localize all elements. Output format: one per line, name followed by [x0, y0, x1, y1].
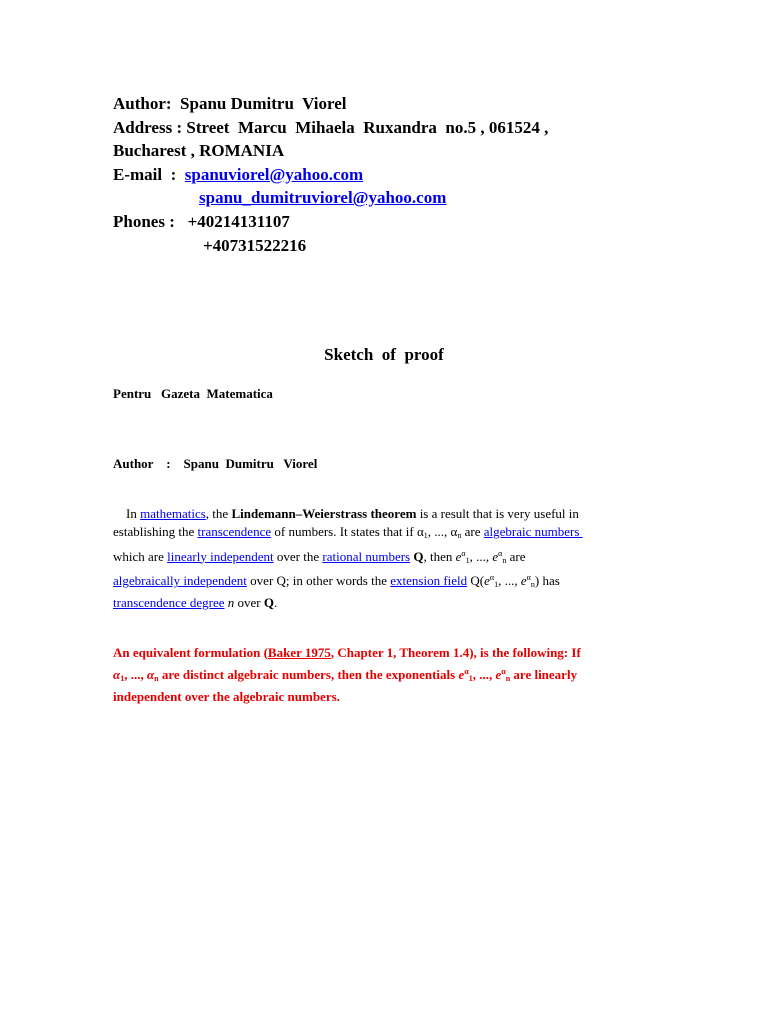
author-contact-block	[113, 92, 548, 257]
red-line-1	[113, 644, 673, 663]
superscript: α	[464, 666, 469, 676]
text-span: , ...,	[498, 573, 521, 589]
email-row-secondary	[113, 186, 548, 210]
subscript: 1	[120, 673, 125, 683]
link-linearly-independent[interactable]: linearly independent	[167, 548, 274, 564]
phones-row-secondary	[113, 234, 548, 258]
text-span: are	[506, 548, 526, 564]
text-span: are distinct algebraic numbers, then the exponentials	[158, 666, 459, 682]
email-row	[113, 163, 548, 187]
link-algebraic-numbers[interactable]: algebraic numbers	[483, 523, 583, 539]
red-line-2: $\alpha_1$, ..., $\alpha_n$ are distinct algebraic numbers, then the exponentials $e^\alpha_1$, ..., $e^\alpha_n$ are linearly	[113, 666, 578, 683]
link-transcendence-degree[interactable]: transcendence degree	[113, 595, 225, 611]
author-line: Author : Spanu Dumitru Viorel	[113, 456, 318, 471]
text-span: which are	[113, 548, 168, 564]
italic-n: n	[227, 595, 235, 611]
subscript: 1	[465, 555, 470, 565]
text-span: are	[461, 523, 484, 539]
text-span: In	[113, 506, 141, 521]
text-span: is a result that is very useful in	[416, 506, 579, 521]
text-span: , Chapter 1, Theorem 1.4), is the following: If	[330, 645, 581, 660]
superscript: α	[501, 666, 506, 676]
link-rational-numbers[interactable]: rational numbers	[322, 548, 411, 564]
subscript: n	[457, 530, 462, 540]
link-algebraically-independent[interactable]: algebraically independent	[113, 573, 247, 589]
paragraph-line-3	[113, 545, 673, 570]
phone-number-1: +40214131107	[187, 211, 290, 231]
italic-e: e	[458, 666, 465, 682]
subscript: n	[502, 555, 507, 565]
paragraph-line-2	[113, 523, 673, 545]
text-span: , ..., α	[427, 523, 458, 539]
text-span: , ...,	[469, 548, 493, 564]
text-span: , ...,	[472, 666, 496, 682]
bold-q: Q	[410, 548, 424, 564]
text-span: over Q; in other words the	[246, 573, 391, 589]
superscript: α	[498, 548, 503, 558]
link-baker-1975[interactable]: Baker 1975	[267, 645, 331, 660]
phones-label: Phones :	[113, 211, 188, 231]
paragraph-line-1	[113, 505, 673, 523]
email-link-primary[interactable]: spanuviorel@yahoo.com	[184, 164, 364, 184]
superscript: α	[461, 548, 466, 558]
phones-row	[113, 210, 548, 234]
theorem-name: Lindemann–Weierstrass theorem	[231, 506, 417, 521]
text-span: , then	[423, 548, 456, 564]
text-span: .	[274, 595, 278, 611]
text-span: are linearly	[510, 666, 578, 682]
subscript: 1	[423, 530, 428, 540]
subscript: 1	[494, 580, 499, 590]
subscript: n	[530, 580, 535, 590]
text-span: Q(	[467, 573, 485, 589]
author-name-line: Author: Spanu Dumitru Viorel	[113, 94, 347, 113]
paragraph-line-5	[113, 594, 673, 612]
publication-line: Pentru Gazeta Matematica	[113, 386, 273, 401]
red-line-3: independent over the algebraic numbers.	[113, 689, 340, 704]
superscript: α	[526, 573, 531, 583]
italic-e: e	[520, 573, 527, 589]
italic-e: e	[455, 548, 462, 564]
italic-e: e	[484, 573, 490, 589]
italic-e: e	[495, 666, 502, 682]
city-line: Bucharest , ROMANIA	[113, 141, 285, 161]
sketch-title: Sketch of proof	[324, 345, 444, 364]
bold-q: Q	[263, 595, 274, 611]
superscript: α	[489, 573, 495, 583]
text-span: over the	[273, 548, 323, 564]
paragraph-line-4	[113, 569, 673, 594]
phone-number-2: +40731522216	[203, 235, 307, 255]
text-span: ) has	[534, 573, 560, 589]
email-label: E-mail :	[113, 164, 185, 184]
text-span: An equivalent formulation (	[113, 645, 268, 660]
text-span: , the	[205, 506, 232, 521]
link-extension-field[interactable]: extension field	[390, 573, 468, 589]
equivalent-formulation-paragraph	[113, 644, 673, 707]
email-link-secondary[interactable]: spanu_dumitruviorel@yahoo.com	[199, 188, 447, 208]
italic-e: e	[492, 548, 499, 564]
text-span: over	[234, 595, 264, 611]
subscript: n	[505, 673, 511, 683]
text-span: , ...,	[124, 666, 147, 682]
subscript: n	[154, 673, 159, 683]
text-span: of numbers. It states that if α	[271, 523, 424, 539]
text-span: establishing the	[113, 523, 198, 539]
address-line: Address : Street Marcu Mihaela Ruxandra no.5 , 061524 ,	[113, 117, 549, 137]
link-transcendence[interactable]: transcendence	[197, 523, 272, 539]
theorem-paragraph	[113, 505, 673, 612]
link-mathematics[interactable]: mathematics	[140, 506, 206, 521]
subscript: 1	[468, 673, 473, 683]
